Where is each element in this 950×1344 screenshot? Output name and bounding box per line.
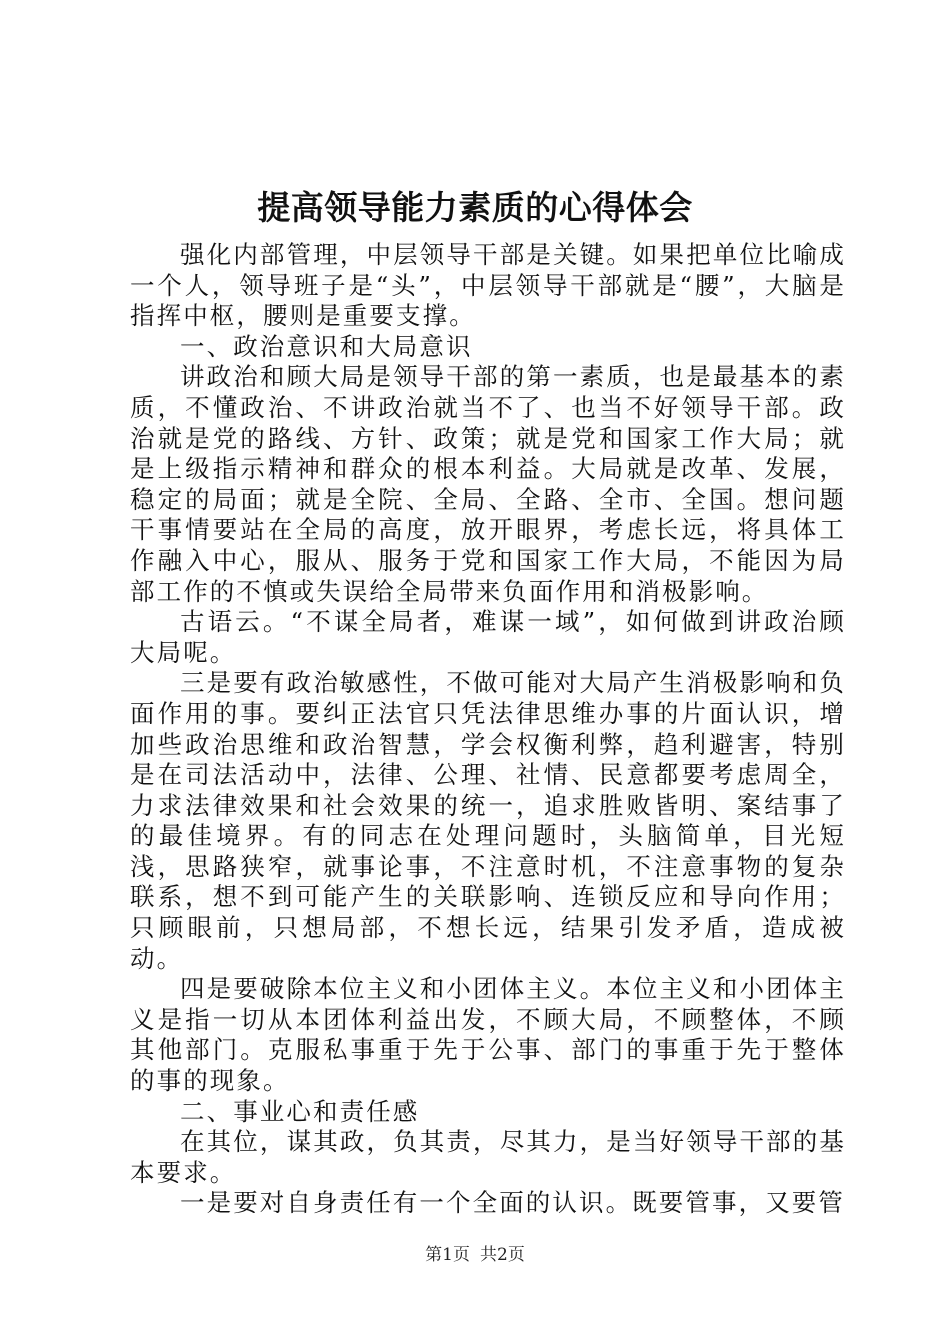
document-title: 提高领导能力素质的心得体会 bbox=[257, 188, 693, 227]
paragraph-ancient-saying: 古语云。“不谋全局者，难谋一域”，如何做到讲政治顾大局呢。 bbox=[130, 607, 846, 667]
page-footer bbox=[0, 1245, 950, 1265]
paragraph-point-one: 一是要对自身责任有一个全面的认识。既要管事，又要管 bbox=[180, 1188, 845, 1218]
paragraph-point-four: 四是要破除本位主义和小团体主义。本位主义和小团体主义是指一切从本团体利益出发，不顾大局，不顾整体，不顾其他部门。克服私事重于先于公事、部门的事重于先于整体的事的现象。 bbox=[130, 974, 846, 1096]
paragraph-intro: 强化内部管理，中层领导干部是关键。如果把单位比喻成一个人，领导班子是“头”，中层领导干部就是“腰”，大脑是指挥中枢，腰则是重要支撑。 bbox=[130, 240, 846, 331]
paragraph-politics-definition: 讲政治和顾大局是领导干部的第一素质，也是最基本的素质，不懂政治、不讲政治就当不了、也当不好领导干部。政治就是党的路线、方针、政策；就是党和国家工作大局；就是上级指示精神和群众的根本利益。大局就是改革、发展，稳定的局面；就是全院、全局、全路、全市、全国。想问题干事情要站在全局的高度，放开眼界，考虑长远，将具体工作融入中心，服从、服务于党和国家工作大局，不能因为局部工作的不慎或失误给全局带来负面作用和消极影响。 bbox=[130, 362, 846, 606]
paragraph-basic-requirement: 在其位，谋其政，负其责，尽其力，是当好领导干部的基本要求。 bbox=[130, 1127, 846, 1187]
section-heading-responsibility: 二、事业心和责任感 bbox=[180, 1096, 420, 1126]
section-heading-political-awareness: 一、政治意识和大局意识 bbox=[180, 331, 473, 361]
page-number: 第1页 bbox=[425, 1245, 470, 1265]
paragraph-point-three: 三是要有政治敏感性，不做可能对大局产生消极影响和负面作用的事。要纠正法官只凭法律思维办事的片面认识，增加些政治思维和政治智慧，学会权衡利弊，趋利避害，特别是在司法活动中，法律、公理、社情、民意都要考虑周全，力求法律效果和社会效果的统一，追求胜败皆明、案结事了的最佳境界。有的同志在处理问题时，头脑简单，目光短浅，思路狭窄，就事论事，不注意时机，不注意事物的复杂联系，想不到可能产生的关联影响、连锁反应和导向作用；只顾眼前，只想局部，不想长远，结果引发矛盾，造成被动。 bbox=[130, 668, 846, 973]
document-body bbox=[130, 240, 846, 1219]
page-total: 共2页 bbox=[480, 1245, 525, 1265]
